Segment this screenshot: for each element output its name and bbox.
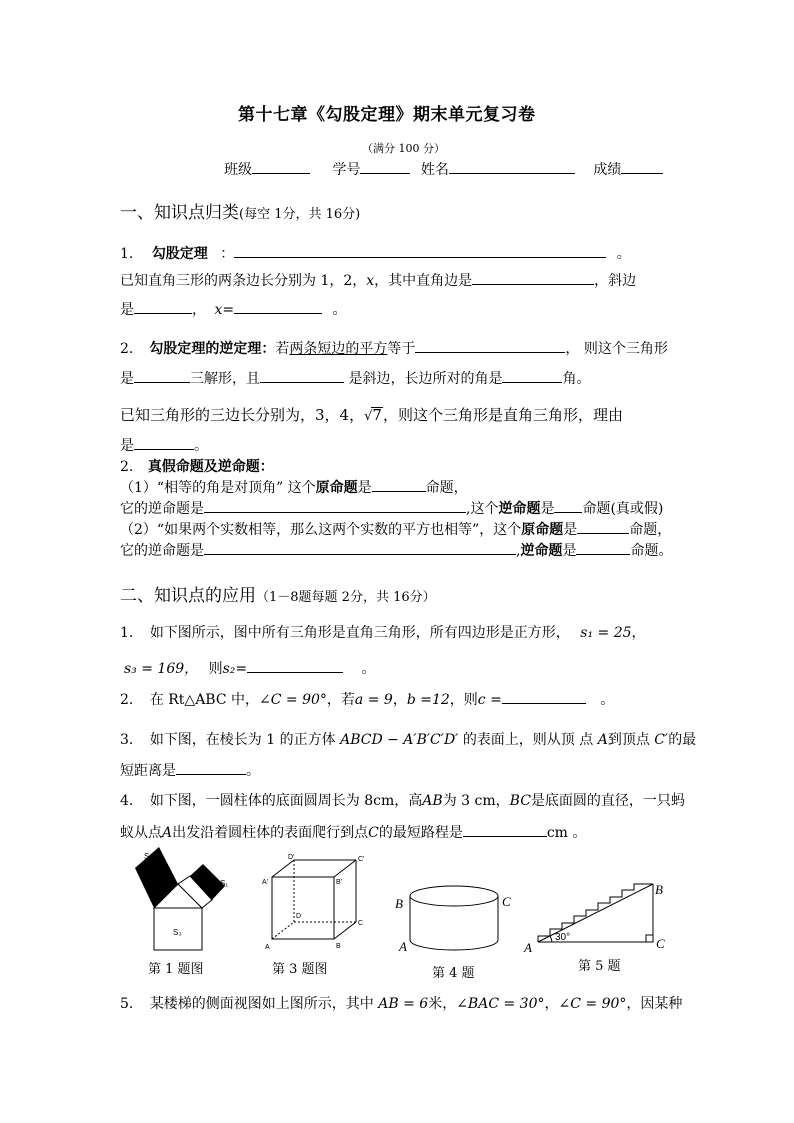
cylinder-bottom — [410, 940, 498, 950]
name-label: 姓名 — [420, 162, 449, 178]
edge — [334, 922, 356, 939]
text: 的表面上，则从顶 点 — [462, 732, 594, 748]
text: 如下图，在棱长为 1 的正方体 — [149, 732, 336, 748]
s1-q2-line3: 已知三角形的三边长分别为，3，4，√7，则这个三角形是直角三角形，理由 — [120, 406, 623, 424]
cube-front-face — [272, 877, 334, 939]
blank[interactable] — [472, 271, 594, 285]
blank[interactable] — [502, 690, 586, 704]
s1-q1-line1 — [120, 244, 631, 263]
text: 原命题 — [315, 480, 358, 496]
q-number: 3. — [120, 732, 134, 748]
text: （1）“相等的角是对顶角” 这个 — [120, 480, 316, 496]
q-number: 2. — [120, 459, 134, 475]
text: 。 — [600, 692, 615, 708]
figure-1-pythagoras-squares — [130, 846, 230, 954]
blank[interactable] — [234, 244, 606, 258]
figure-5-stairs — [522, 878, 674, 956]
s2-q3-line2 — [120, 761, 260, 780]
text: 是 — [357, 480, 372, 496]
text: 米， — [428, 996, 457, 1012]
colon: ： — [220, 246, 235, 262]
angle-label: 30° — [555, 932, 571, 943]
s2-q1-line1 — [120, 624, 646, 642]
page-title: 第十七章《勾股定理》期末单元复习卷 — [238, 105, 536, 125]
text: 逆命题 — [520, 543, 563, 559]
q-number: 2． — [120, 341, 143, 357]
formula: s₁ = 25 — [580, 625, 632, 641]
cylinder-top — [410, 886, 498, 906]
blank[interactable] — [577, 520, 629, 534]
blank[interactable] — [176, 761, 246, 775]
text: 的最 — [668, 732, 697, 748]
text: 为 3 cm， — [442, 793, 510, 809]
s1-q1-line3 — [120, 300, 347, 319]
number-label: 学号 — [332, 162, 361, 178]
vertex-B1: B' — [336, 879, 343, 886]
blank[interactable] — [415, 339, 565, 353]
s1-q3-line1 — [120, 478, 468, 497]
formula: c = — [477, 692, 502, 708]
right-angle-mark — [646, 935, 653, 942]
s1-q3-line4 — [120, 541, 672, 560]
formula: b =12 — [406, 692, 450, 708]
text: ，因某种 — [626, 996, 683, 1012]
s2-q5-line1 — [120, 995, 682, 1013]
text: ， 则这个三角形 — [565, 341, 668, 357]
text: ，若 — [326, 692, 355, 708]
formula: s₃ = 169， — [124, 661, 199, 677]
point-C: C — [502, 894, 511, 909]
text: 是 — [563, 522, 578, 538]
text: 如下图所示，图中所有三角形是直角三角形，所有四边形是正方形， — [149, 625, 570, 641]
text: 到顶点 — [607, 732, 650, 748]
text: 。 — [332, 302, 347, 318]
section2-heading — [120, 587, 436, 607]
s2-q4-line1 — [120, 792, 685, 810]
label-s3: S₃ — [173, 928, 182, 937]
text: ，则 — [449, 692, 478, 708]
q-number: 4. — [120, 793, 134, 809]
text: 是 — [120, 302, 134, 318]
text: 原命题 — [521, 522, 564, 538]
blank[interactable] — [502, 369, 562, 383]
name-blank[interactable] — [449, 160, 575, 174]
figure-4-cylinder — [390, 878, 520, 958]
figure-1-caption: 第 1 题图 — [148, 962, 204, 977]
text: ， — [544, 996, 559, 1012]
score-label: 成绩 — [593, 162, 622, 178]
text: 的最短路程是 — [378, 825, 463, 841]
term: 勾股定理 — [151, 246, 208, 262]
blank[interactable] — [134, 369, 190, 383]
formula: C′ — [654, 732, 669, 748]
figure-3-caption: 第 3 题图 — [272, 962, 328, 977]
text: ， — [392, 692, 407, 708]
s2-q4-line2 — [120, 823, 586, 842]
label-s1: S₁ — [220, 879, 229, 888]
text: = — [222, 302, 235, 318]
edge — [334, 860, 356, 877]
formula: a = 9 — [354, 692, 393, 708]
number-blank[interactable] — [360, 160, 410, 174]
s1-q2-line2 — [120, 369, 590, 388]
text: 是斜边，长边所对的角是 — [348, 371, 503, 387]
section2-note: （1－8题每题 2分，共 16分） — [256, 590, 436, 605]
point-B: B — [655, 882, 663, 897]
q-number: 5. — [120, 996, 134, 1012]
blank[interactable] — [576, 541, 630, 555]
blank[interactable] — [247, 659, 343, 673]
text: 是 — [120, 371, 134, 387]
text: 等于 — [387, 341, 416, 357]
section1-heading — [120, 204, 360, 224]
end: 。 — [616, 246, 631, 262]
formula: BC — [509, 793, 531, 809]
point-A: A — [524, 940, 532, 955]
text: 它的逆命题是 — [120, 501, 204, 517]
point-C: C — [656, 936, 665, 951]
formula: AB = 6 — [378, 996, 429, 1012]
angle-arc — [550, 936, 552, 942]
hidden-edge — [272, 922, 294, 939]
blank[interactable] — [134, 300, 192, 314]
figure-4-caption: 第 4 题 — [432, 966, 475, 981]
term: 真假命题及逆命题： — [147, 459, 274, 475]
text: 角。 — [562, 371, 591, 387]
vertex-A1: A' — [262, 879, 269, 886]
term: 勾股定理的逆定理： — [149, 341, 276, 357]
text: 逆命题 — [498, 501, 541, 517]
text: 短距离是 — [120, 763, 176, 779]
text: ,这个 — [466, 501, 499, 517]
formula: A — [597, 732, 608, 748]
q-number: 1. — [120, 246, 134, 262]
vertex-B: B — [336, 943, 341, 950]
text: 三解形，且 — [190, 371, 260, 387]
label-s2: S₂ — [144, 852, 153, 861]
figure-5-caption: 第 5 题 — [578, 959, 621, 974]
text: ，其中直角边是 — [374, 273, 473, 289]
s1-q2-line1 — [120, 339, 668, 358]
section1-title: 一、知识点归类 — [120, 203, 239, 223]
text: , — [516, 543, 521, 559]
formula: AB — [422, 793, 443, 809]
vertex-C: C — [358, 920, 364, 927]
s1-q1-line2 — [120, 271, 636, 290]
student-info-row — [224, 160, 663, 179]
blank[interactable] — [204, 541, 516, 555]
s1-q3-line2 — [120, 499, 663, 518]
text: ， — [631, 625, 646, 641]
s2-q2 — [120, 690, 614, 709]
text: 命题， — [425, 480, 468, 496]
formula: ∠C = 90° — [558, 996, 627, 1012]
blank[interactable] — [463, 823, 547, 837]
var-x: x — [366, 273, 375, 289]
formula: s₂= — [222, 661, 248, 677]
formula: ABCD − A′B′C′D′ — [340, 732, 459, 748]
class-blank[interactable] — [252, 160, 310, 174]
sqrt-value: 7 — [372, 406, 382, 424]
blank[interactable] — [260, 369, 344, 383]
text: 某楼梯的侧面视图如上图所示，其中 — [149, 996, 374, 1012]
text: （2）“如果两个实数相等，那么这两个实数的平方也相等”，这个 — [120, 522, 522, 538]
s1-q3-line0 — [120, 458, 274, 476]
formula: ∠C = 90° — [259, 692, 327, 708]
text: 它的逆命题是 — [120, 543, 204, 559]
text: 若 — [275, 341, 290, 357]
point-A: A — [399, 939, 407, 954]
text: 蚁从点 — [120, 825, 162, 841]
text: 命题， — [629, 522, 672, 538]
blank[interactable] — [204, 499, 466, 513]
text: 。 — [361, 661, 376, 677]
formula: ∠BAC = 30° — [456, 996, 545, 1012]
section1-note: (每空 1分，共 16分) — [239, 207, 361, 222]
var-x: x — [214, 302, 223, 318]
s1-q3-line3 — [120, 520, 671, 539]
text: ， — [192, 302, 206, 318]
vertex-C1: C' — [358, 856, 365, 863]
text: 命题(真或假) — [582, 501, 664, 517]
text: 在 Rt△ABC 中， — [149, 692, 260, 708]
text: 命题。 — [630, 543, 673, 559]
figure-3-cube — [258, 852, 370, 952]
formula: A — [162, 825, 173, 841]
q-number: 1. — [120, 625, 134, 641]
edge — [272, 860, 294, 877]
text: 是 — [562, 543, 577, 559]
s1-q2-line4 — [120, 436, 208, 455]
text: 是 — [120, 438, 134, 454]
text: 。 — [246, 763, 260, 779]
text: cm 。 — [546, 825, 587, 841]
text: 是 — [540, 501, 555, 517]
text: 则 — [208, 661, 223, 677]
blank[interactable] — [134, 436, 194, 450]
vertex-D: D — [296, 913, 302, 920]
underlined-text: 两条短边的平方 — [289, 341, 388, 357]
text: 出发沿着圆柱体的表面爬行到点 — [172, 825, 369, 841]
vertex-D1: D' — [288, 854, 295, 861]
text: ，斜边 — [594, 273, 637, 289]
text: 已知直角三形的两条边长分别为 1，2， — [120, 273, 367, 289]
blank[interactable] — [234, 300, 322, 314]
s2-q1-line2 — [124, 659, 376, 678]
text: 如下图，一圆柱体的底面圆周长为 8cm，高 — [149, 793, 423, 809]
text: 。 — [194, 438, 208, 454]
class-label: 班级 — [224, 162, 252, 178]
point-B: B — [395, 896, 403, 911]
vertex-A: A — [265, 944, 270, 951]
blank[interactable] — [372, 478, 426, 492]
section2-title: 二、知识点的应用 — [120, 586, 256, 606]
text: 是底面圆的直径，一只蚂 — [530, 793, 685, 809]
blank[interactable] — [554, 499, 582, 513]
full-score: （满分 100 分） — [362, 142, 445, 155]
q-number: 2. — [120, 692, 134, 708]
s2-q3-line1 — [120, 731, 696, 749]
text: ，则这个三角形是直角三角形，理由 — [382, 406, 623, 424]
formula: C — [368, 825, 379, 841]
score-blank[interactable] — [621, 160, 663, 174]
text: 已知三角形的三边长分别为，3，4， — [120, 406, 365, 424]
